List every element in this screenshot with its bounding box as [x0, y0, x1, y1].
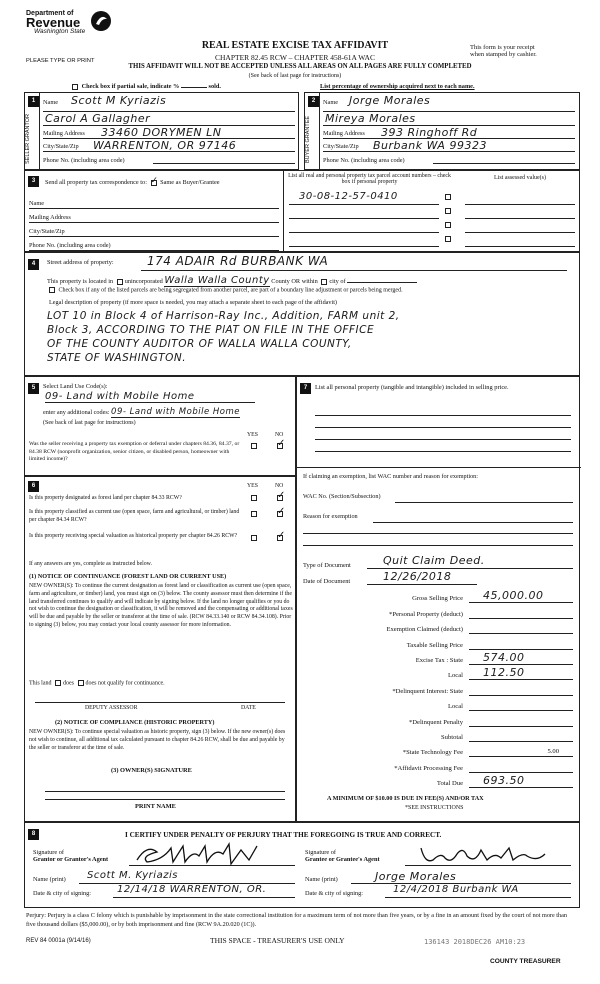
receipt-note: [470, 44, 537, 58]
calc-value-field[interactable]: [469, 684, 573, 696]
check-mark-icon: ✓: [150, 175, 159, 186]
grantor-signature[interactable]: [133, 842, 283, 866]
section-4-property: [24, 252, 580, 376]
list-percentage-note: List percentage of ownership acquired next to each name.: [320, 83, 475, 90]
grantee-name-print-label: Name (print): [305, 876, 338, 883]
calc-label: Taxable Selling Price: [406, 641, 463, 649]
buyer-name-1[interactable]: Jorge Morales: [349, 94, 431, 107]
county-name[interactable]: Walla Walla County: [164, 275, 270, 286]
calc-value: 693.50: [483, 774, 525, 788]
additional-codes[interactable]: 09- Land with Mobile Home: [111, 407, 240, 417]
reason-label: Reason for exemption: [303, 513, 358, 520]
assessed-header: List assessed value(s): [494, 175, 546, 181]
treasurer-use-only: THIS SPACE - TREASURER'S USE ONLY: [210, 936, 345, 945]
send-to-label: Send all property tax correspondence to:: [45, 179, 147, 186]
grantor-date-city-label: Date & city of signing:: [33, 890, 92, 897]
parcel-1-checkbox[interactable]: [445, 194, 451, 200]
logo-text-2: Revenue: [26, 15, 81, 30]
buyer-name-label: Name: [323, 99, 339, 106]
calc-label: Local: [447, 703, 463, 711]
calc-row-local: [297, 666, 581, 681]
current-use-no-checkbox[interactable]: [277, 506, 286, 517]
section-2-buyer: [304, 92, 580, 170]
section-number: 5: [28, 383, 39, 394]
yes-header-6: YES: [247, 483, 258, 489]
grantor-date-city[interactable]: 12/14/18 WARRENTON, OR.: [117, 884, 267, 895]
calc-value-field[interactable]: [469, 730, 573, 742]
deputy-assessor-label: DEPUTY ASSESSOR: [85, 705, 138, 711]
parcel-list: [289, 191, 579, 247]
calc-row-local: [297, 697, 581, 712]
land-use-code[interactable]: 09- Land with Mobile Home: [45, 391, 255, 403]
street-address[interactable]: 174 ADAIR Rd BURBANK WA: [147, 254, 329, 268]
section-number: 4: [28, 259, 39, 270]
type-or-print: PLEASE TYPE OR PRINT: [26, 58, 95, 64]
check-mark-icon: ✓: [277, 530, 286, 541]
section-6-classification: [24, 476, 296, 822]
unincorporated-label: unincorporated: [124, 278, 163, 285]
calc-value-field[interactable]: [469, 622, 573, 634]
calc-label: *State Technology Fee: [402, 749, 463, 757]
buyer-side-label: BUYER GRANTEE: [305, 115, 311, 163]
doc-date-label: Date of Document: [303, 578, 351, 585]
tax-calculation-table: [297, 589, 581, 789]
section-number: 7: [300, 383, 311, 394]
notice-compliance-body: NEW OWNER(S): To continue special valuation as historic property, sign (3) below. If the new owner(s) does not wish to continue, all additional tax calculated pursuant to chapter 84.26 RCW, shall be due and payable by the seller or transferor at the time of sale.: [29, 729, 286, 751]
calc-value: 112.50: [483, 666, 525, 680]
forest-question: Is this property designated as forest land per chapter 84.33 RCW?: [29, 495, 182, 501]
unincorporated-checkbox[interactable]: [117, 279, 123, 285]
buyer-mailing[interactable]: 393 Ringhoff Rd: [381, 126, 478, 139]
partial-sale-row: [70, 83, 221, 90]
same-as-label: Same as Buyer/Grantee: [160, 179, 220, 186]
grantor-name-print-label: Name (print): [33, 876, 66, 883]
buyer-name-2[interactable]: Mireya Morales: [325, 112, 416, 125]
seller-mailing[interactable]: 33460 DORYMEN LN: [101, 126, 222, 139]
historic-no-checkbox[interactable]: [277, 530, 286, 541]
personal-property-label: List all personal property (tangible and intangible) included in selling price.: [315, 384, 509, 391]
corr-name-label: Name: [29, 200, 45, 207]
calc-label: Subtotal: [441, 733, 463, 741]
calc-row-delinquent-interest-state: [297, 681, 581, 696]
city-of-field[interactable]: [347, 282, 417, 283]
section-number: 8: [28, 829, 39, 840]
buyer-city[interactable]: Burbank WA 99323: [373, 139, 487, 152]
exemption-yes-checkbox[interactable]: [251, 443, 257, 449]
additional-codes-label: enter any additional codes:: [43, 409, 110, 416]
calc-value-field[interactable]: [469, 668, 573, 680]
owner-signature-line[interactable]: [45, 791, 285, 792]
doc-type-label: Type of Document: [303, 562, 351, 569]
no-header: NO: [275, 432, 284, 438]
calc-value-field[interactable]: [469, 638, 573, 650]
section-5-land-use: [24, 376, 296, 476]
calc-label: *Personal Property (deduct): [389, 610, 463, 618]
parcel-4-checkbox[interactable]: [445, 236, 451, 242]
corr-phone-label: Phone No. (including area code): [29, 242, 111, 249]
forest-no-checkbox[interactable]: [277, 490, 286, 501]
date-label: DATE: [241, 705, 256, 711]
doc-type[interactable]: Quit Claim Deed.: [383, 554, 485, 567]
calc-row-total-due: [297, 774, 581, 789]
within-label: within: [301, 278, 318, 285]
minimum-due-note: A MINIMUM OF $10.00 IS DUE IN FEE(S) AND/OR TAX: [327, 795, 484, 802]
notice-continuance-body: NEW OWNER(S): To continue the current designation as forest land or classification as current use (open space, farm and agriculture, or timber) land, you must sign on (3) below. The county assessor must then determine if the land transferred continues to qualify and will indicate by signing below. If the land no longer qualifies or you do not wish to continue the designation or classification, it will be removed and the compensating or additional taxes will be due and payable by the seller or transferor at the time of sale. (RCW 84.33.140 or RCW 84.34.108). Prior to signing (3) below, you may contact your local county assessor for more information.: [29, 583, 293, 628]
wac-no-label: WAC No. (Section/Subsection): [303, 493, 381, 500]
grantee-sig-label: Signature of: [305, 849, 336, 856]
dor-logo-icon: [90, 10, 112, 32]
yes-header: YES: [247, 432, 258, 438]
seller-name-1[interactable]: Scott M Kyriazis: [71, 94, 167, 107]
seller-side-label: SELLER GRANTOR: [25, 113, 31, 165]
forest-yes-checkbox[interactable]: [251, 495, 257, 501]
seller-mailing-label: Mailing Address: [43, 130, 85, 137]
check-mark-icon: ✓: [277, 490, 286, 501]
calc-label: Exemption Claimed (deduct): [386, 626, 463, 634]
section5-see-back: (See back of last page for instructions): [43, 420, 136, 426]
calc-row-subtotal: [297, 728, 581, 743]
legal-line-4: STATE OF WASHINGTON.: [47, 352, 187, 364]
calc-value-field[interactable]: [469, 591, 573, 603]
calc-label: *Delinquent Penalty: [408, 718, 463, 726]
does-not-label: does not: [85, 680, 106, 687]
logo-text-1: Department of: [26, 10, 74, 17]
print-name-label: PRINT NAME: [135, 803, 176, 810]
legal-line-3: OF THE COUNTY AUDITOR OF WALLA WALLA COUNTY,: [47, 338, 352, 350]
see-instructions-note: *SEE INSTRUCTIONS: [405, 805, 464, 811]
buyer-city-label: City/State/Zip: [323, 143, 359, 150]
calc-label: Gross Selling Price: [412, 595, 463, 603]
see-back-note: (See back of last page for instructions): [248, 73, 342, 79]
seller-city[interactable]: WARRENTON, OR 97146: [93, 139, 237, 152]
calc-value-field[interactable]: [469, 761, 573, 773]
check-mark-icon: ✓: [277, 506, 286, 517]
grantee-signature[interactable]: [415, 842, 565, 866]
certify-statement: I CERTIFY UNDER PENALTY OF PERJURY THAT THE FOREGOING IS TRUE AND CORRECT.: [125, 831, 442, 839]
treasurer-stamp: 136143 2018DEC26 AM10:23: [424, 938, 526, 946]
grantor-print-name[interactable]: Scott M. Kyriazis: [87, 870, 178, 881]
calc-value-field[interactable]: [469, 715, 573, 727]
county-treasurer-label: COUNTY TREASURER: [490, 958, 561, 965]
wac-no-field[interactable]: [395, 502, 573, 503]
buyer-phone-label: Phone No. (including area code): [323, 157, 405, 164]
partial-percent-field[interactable]: [181, 87, 207, 88]
section-1-seller: [24, 92, 299, 170]
calc-label: Excise Tax : State: [415, 656, 463, 664]
grantee-agent-label: Grantee or Grantee's Agent: [305, 856, 380, 863]
segregated-row: [47, 287, 403, 293]
calc-value: 45,000.00: [483, 589, 544, 603]
partial-sale-label: Check box if partial sale, indicate %: [81, 83, 180, 90]
corr-mailing-label: Mailing Address: [29, 214, 71, 221]
notice-compliance-title: (2) NOTICE OF COMPLIANCE (HISTORIC PROPERTY): [55, 719, 215, 726]
form-notice: THIS AFFIDAVIT WILL NOT BE ACCEPTED UNLESS ALL AREAS ON ALL PAGES ARE FULLY COMPLETED: [128, 63, 472, 70]
does-label: does: [63, 680, 74, 687]
street-label: Street address of property:: [47, 259, 114, 266]
wac-claim-label: If claiming an exemption, list WAC number and reason for exemption:: [303, 473, 478, 480]
form-subtitle: CHAPTER 82.45 RCW – CHAPTER 458-61A WAC: [215, 53, 375, 62]
if-yes-note: If any answers are yes, complete as instructed below.: [29, 561, 152, 567]
perjury-notice: Perjury: Perjury is a class C felony which is punishable by imprisonment in the state correctional institution for a maximum term of not more than five years, or by a fine in an amount fixed by the court of not more than five thousand dollars ($5,000.00), or by both imprisonment and fine (RCW 9A.20.020 (1C)).: [26, 912, 567, 928]
parcel-3-checkbox[interactable]: [445, 222, 451, 228]
corr-city-label: City/State/Zip: [29, 228, 65, 235]
grantor-sig-label: Signature of: [33, 849, 64, 856]
legal-desc-label: Legal description of property (if more space is needed, you may attach a separate sheet to each page of the affidavit): [49, 299, 337, 306]
grantee-date-city-label: Date & city of signing:: [305, 890, 364, 897]
section-7-calculation: [296, 376, 580, 822]
buyer-phone-field[interactable]: [433, 163, 575, 164]
calc-row-state-technology-fee: [297, 743, 581, 758]
seller-city-label: City/State/Zip: [43, 143, 79, 150]
land-use-label: Select Land Use Code(s):: [43, 383, 108, 390]
legal-description[interactable]: [47, 309, 400, 365]
section-number: 3: [28, 176, 39, 187]
notice-continuance-title: (1) NOTICE OF CONTINUANCE (FOREST LAND OR CURRENT USE): [29, 573, 227, 580]
section-number: 1: [28, 96, 39, 107]
calc-label: Total Due: [436, 780, 463, 788]
deputy-assessor-line[interactable]: [35, 702, 285, 703]
calc-value: 574.00: [483, 650, 525, 664]
personal-property-line-3[interactable]: [315, 439, 571, 440]
calc-label: *Affidavit Processing Fee: [394, 764, 463, 772]
exemption-no-checkbox[interactable]: [277, 438, 286, 449]
no-header-6: NO: [275, 483, 284, 489]
sold-label: sold.: [208, 83, 221, 90]
calc-row-taxable-selling-price: [297, 635, 581, 650]
personal-property-line-2[interactable]: [315, 427, 571, 428]
partial-sale-checkbox[interactable]: [72, 84, 78, 90]
doc-date[interactable]: 12/26/2018: [383, 570, 452, 583]
reason-field[interactable]: [373, 522, 573, 523]
section-number: 6: [28, 481, 39, 492]
calc-row-personal-property-deduct: [297, 604, 581, 619]
calc-value-field[interactable]: [469, 699, 573, 711]
section-number: 2: [308, 96, 319, 107]
seller-phone-label: Phone No. (including area code): [43, 157, 125, 164]
calc-label: *Delinquent Interest: State: [392, 687, 463, 695]
calc-row-gross-selling-price: [297, 589, 581, 604]
grantor-agent-label: Grantor or Grantor's Agent: [33, 856, 109, 863]
check-mark-icon: ✓: [277, 438, 286, 449]
grantee-date-city[interactable]: 12/4/2018 Burbank WA: [393, 884, 519, 895]
same-as-buyer-checkbox[interactable]: [150, 175, 159, 186]
historic-yes-checkbox[interactable]: [251, 535, 257, 541]
current-use-question: Is this property classified as current use (open space, farm and agricultural, or timber) land per chapter 84.34 RCW?: [29, 509, 240, 523]
does-not-checkbox[interactable]: [78, 680, 84, 686]
current-use-yes-checkbox[interactable]: [251, 511, 257, 517]
personal-property-line-1[interactable]: [315, 415, 571, 416]
calc-value-field[interactable]: [469, 745, 573, 757]
city-of-label: city of: [329, 278, 346, 285]
buyer-mailing-label: Mailing Address: [323, 130, 365, 137]
parcel-2-checkbox[interactable]: [445, 208, 451, 214]
qualify-label: qualify for continuance.: [107, 680, 165, 687]
segregated-label: Check box if any of the listed parcels are being segregated from another parcel, are part of a boundary line adjustment or parcels being merged.: [58, 287, 403, 294]
exemption-question: Was the seller receiving a property tax exemption or deferral under chapters 84.36, 84.37, or 84.38 RCW (nonprofit organization, senior citizen, or disabled person, homeowner with limited income)?: [29, 441, 240, 462]
located-in-label: This property is located in: [47, 278, 114, 285]
location-row: [47, 275, 577, 286]
send-correspondence: [45, 175, 220, 186]
logo-text-3: Washington State: [34, 28, 86, 35]
county-label: County OR: [271, 278, 301, 285]
calc-value-field[interactable]: [469, 776, 573, 788]
legal-line-1: LOT 10 in Block 4 of Harrison-Ray Inc., Addition, FARM unit 2,: [47, 310, 400, 322]
calc-row-affidavit-processing-fee: [297, 758, 581, 773]
parcel-header: List all real and personal property tax parcel account numbers – check box if personal property: [288, 173, 451, 185]
calc-row-exemption-claimed-deduct: [297, 620, 581, 635]
grantee-print-name[interactable]: Jorge Morales: [375, 870, 457, 883]
calc-label: Local: [447, 672, 463, 680]
personal-property-line-4[interactable]: [315, 451, 571, 452]
calc-value-field[interactable]: [469, 650, 573, 665]
seller-name-label: Name: [43, 99, 59, 106]
form-revision: REV 84 0001a (9/14/16): [26, 938, 91, 944]
seller-phone-field[interactable]: [153, 163, 295, 164]
section-8-certification: [24, 822, 580, 908]
section-3-correspondence: [24, 170, 580, 252]
calc-value-field[interactable]: [469, 607, 573, 619]
seller-name-2[interactable]: Carol A Gallagher: [45, 112, 151, 125]
continuance-row: [29, 680, 165, 686]
this-land-label: This land: [29, 680, 52, 687]
calc-row-excise-tax-state: [297, 651, 581, 666]
calc-row-delinquent-penalty: [297, 712, 581, 727]
parcel-number-1[interactable]: 30-08-12-57-0410: [299, 191, 398, 202]
print-name-line[interactable]: [45, 799, 285, 800]
historic-question: Is this property receiving special valuation as historical property per chapter 84.26 RCW?: [29, 533, 238, 539]
form-title: REAL ESTATE EXCISE TAX AFFIDAVIT: [201, 40, 389, 51]
city-checkbox[interactable]: [321, 279, 327, 285]
receipt-note-1: This form is your receipt: [470, 44, 535, 51]
dor-logo: [26, 10, 126, 50]
segregated-checkbox[interactable]: [49, 287, 55, 293]
does-checkbox[interactable]: [55, 680, 61, 686]
owner-signature-label: (3) OWNER(S) SIGNATURE: [111, 767, 192, 774]
legal-line-2: Block 3, ACCORDING TO THE PlAT ON FILE IN THE OFFICE: [47, 324, 375, 336]
receipt-note-2: when stamped by cashier.: [470, 51, 537, 58]
calc-value: 5.00: [547, 748, 559, 756]
